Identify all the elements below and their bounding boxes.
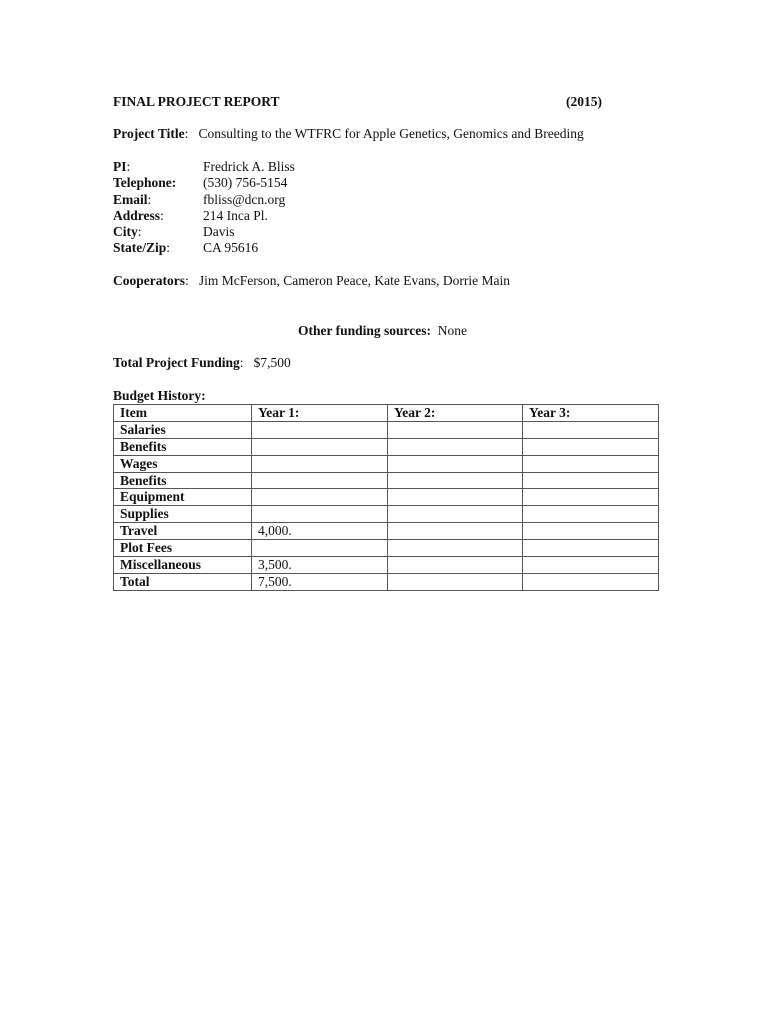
project-title-label: Project Title [113, 126, 185, 141]
budget-year3-cell [523, 573, 659, 590]
budget-year2-cell [388, 455, 523, 472]
budget-year1-cell [252, 540, 388, 557]
total-funding-label: Total Project Funding [113, 355, 240, 370]
budget-year2-cell [388, 438, 523, 455]
budget-year2-cell [388, 506, 523, 523]
budget-row [114, 523, 659, 540]
contact-row-email [113, 192, 295, 208]
budget-year1-cell: 4,000. [252, 523, 388, 540]
contact-row-state-zip [113, 240, 295, 256]
contact-value: 214 Inca Pl. [203, 207, 268, 223]
contact-value: (530) 756-5154 [203, 175, 288, 191]
budget-row [114, 506, 659, 523]
contact-label: State/Zip: [113, 240, 171, 256]
budget-row [114, 557, 659, 574]
contact-label: Email: [113, 191, 152, 207]
budget-row [114, 472, 659, 489]
budget-year2-cell [388, 472, 523, 489]
budget-year1-cell [252, 506, 388, 523]
budget-header-cell: Year 2: [388, 405, 523, 422]
report-year: (2015) [566, 94, 602, 109]
budget-year1-cell: 3,500. [252, 557, 388, 574]
contact-value: Fredrick A. Bliss [203, 159, 295, 174]
contact-value: Davis [203, 224, 235, 240]
other-funding-label: Other funding sources: [298, 323, 432, 338]
contact-row-address [113, 208, 295, 224]
contact-label: City: [113, 224, 142, 240]
budget-total-row [114, 573, 659, 590]
budget-row [114, 540, 659, 557]
budget-year3-cell [523, 455, 659, 472]
contact-label: PI: [113, 159, 131, 174]
budget-year2-cell [388, 489, 523, 506]
budget-year2-cell [388, 540, 523, 557]
budget-item-cell: Benefits [114, 438, 252, 455]
budget-year3-cell [523, 506, 659, 523]
other-funding-value: None [437, 323, 468, 338]
contact-label: Address: [113, 207, 164, 223]
budget-year2-cell [388, 523, 523, 540]
budget-row [114, 438, 659, 455]
budget-year3-cell [523, 421, 659, 438]
budget-item-cell: Travel [114, 523, 252, 540]
total-funding-value: $7,500 [253, 355, 291, 370]
budget-row [114, 489, 659, 506]
budget-item-cell: Benefits [114, 472, 252, 489]
project-title-line: Project Title: Consulting to the WTFRC for Apple Genetics, Genomics and Breeding [113, 126, 584, 141]
budget-heading: Budget History: [113, 388, 206, 403]
budget-row [114, 455, 659, 472]
contact-block [113, 159, 295, 257]
budget-year3-cell [523, 557, 659, 574]
budget-item-cell: Equipment [114, 489, 252, 506]
budget-table [113, 404, 659, 591]
budget-item-cell: Plot Fees [114, 540, 252, 557]
budget-year3-cell [523, 489, 659, 506]
budget-item-cell: Wages [114, 455, 252, 472]
budget-year3-cell [523, 438, 659, 455]
budget-header-cell: Item [114, 405, 252, 422]
contact-label: Telephone: [113, 175, 177, 191]
budget-row [114, 421, 659, 438]
cooperators-line: Cooperators: Jim McFerson, Cameron Peace, Kate Evans, Dorrie Main [113, 273, 511, 288]
budget-year1-cell [252, 421, 388, 438]
budget-year3-cell [523, 472, 659, 489]
budget-year1-cell [252, 455, 388, 472]
contact-value: fbliss@dcn.org [203, 191, 286, 207]
budget-year1-cell [252, 489, 388, 506]
budget-year3-cell [523, 540, 659, 557]
budget-header-row [114, 405, 659, 422]
budget-year2-cell [388, 421, 523, 438]
contact-row-city [113, 224, 295, 240]
budget-item-cell: Miscellaneous [114, 557, 252, 574]
report-title: FINAL PROJECT REPORT [113, 94, 280, 109]
contact-row-pi [113, 159, 295, 175]
budget-item-cell: Supplies [114, 506, 252, 523]
budget-header-cell: Year 3: [523, 405, 659, 422]
total-funding-line: Total Project Funding: $7,500 [113, 355, 291, 370]
cooperators-label: Cooperators [113, 273, 185, 288]
other-funding-line [298, 323, 467, 339]
budget-year2-cell [388, 557, 523, 574]
budget-header-cell: Year 1: [252, 405, 388, 422]
budget-year1-cell [252, 472, 388, 489]
budget-year2-cell [388, 573, 523, 590]
contact-row-telephone [113, 175, 295, 191]
budget-year3-cell [523, 523, 659, 540]
cooperators-value: Jim McFerson, Cameron Peace, Kate Evans, Dorrie Main [198, 273, 511, 288]
budget-item-cell: Total [114, 573, 252, 590]
budget-item-cell: Salaries [114, 421, 252, 438]
budget-year1-cell [252, 438, 388, 455]
contact-value: CA 95616 [203, 240, 259, 256]
project-title-value: Consulting to the WTFRC for Apple Genetics, Genomics and Breeding [198, 126, 584, 141]
budget-year1-cell: 7,500. [252, 573, 388, 590]
